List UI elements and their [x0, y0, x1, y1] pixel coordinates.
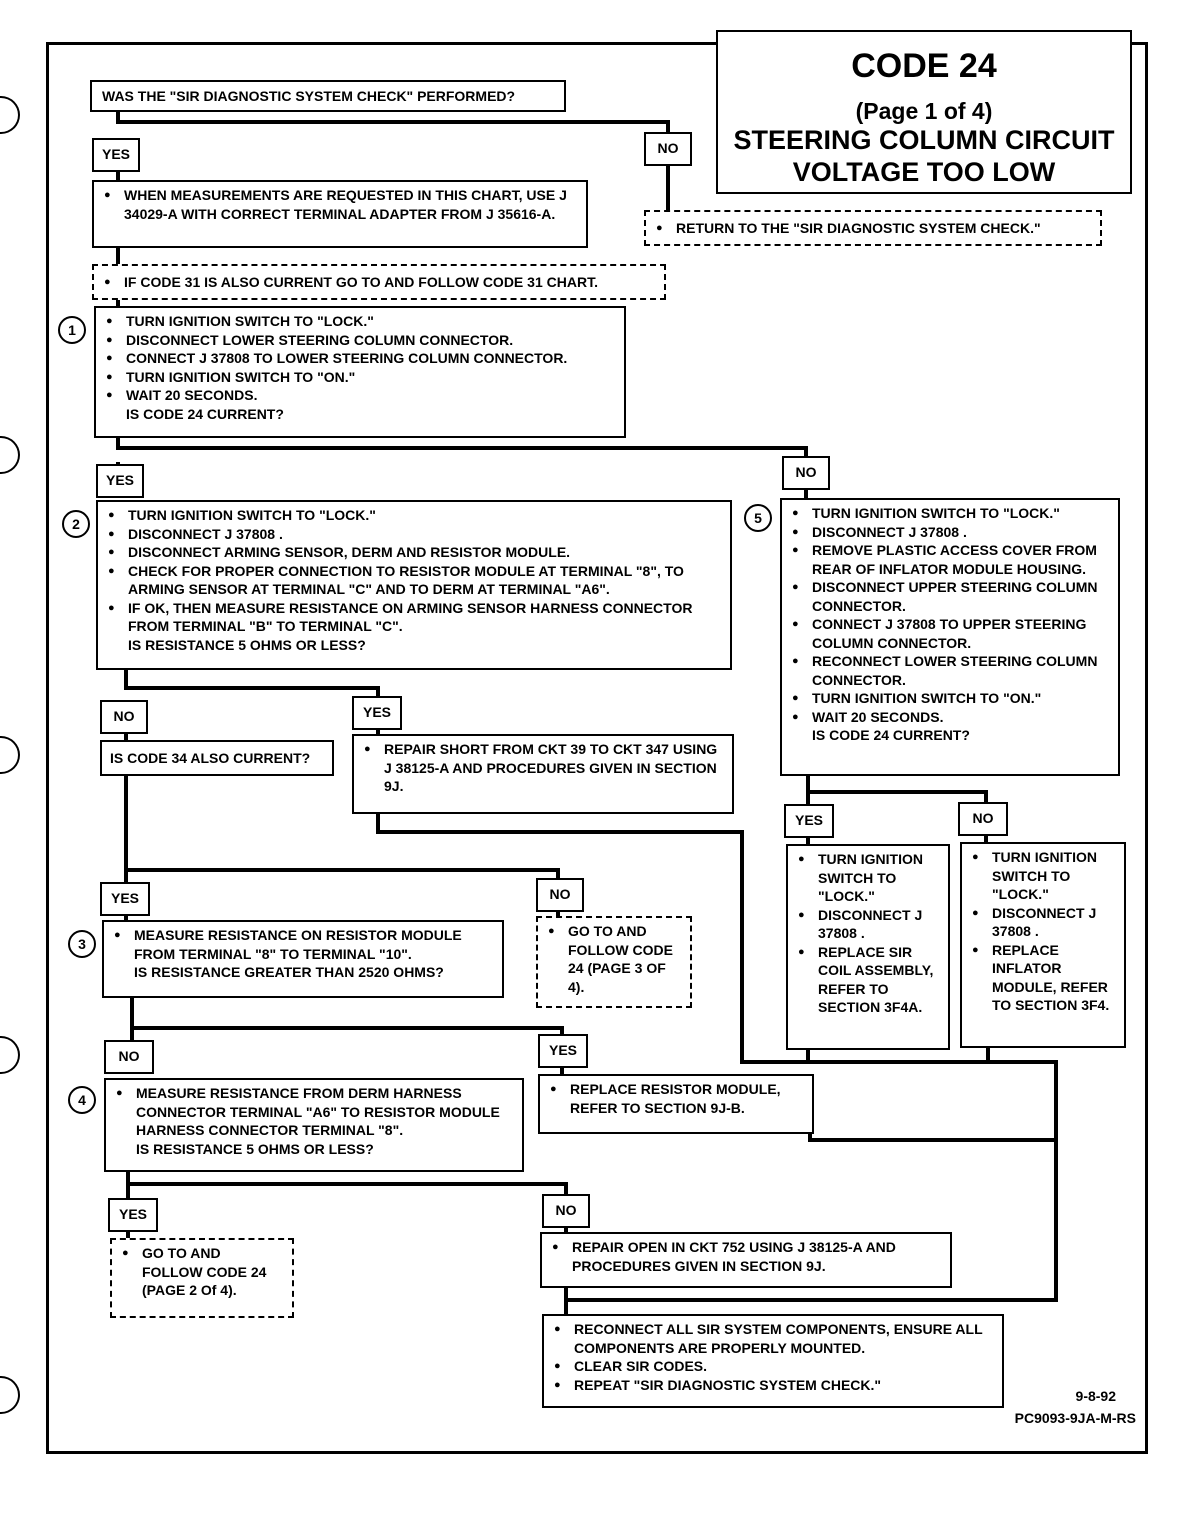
step5-item: ● WAIT 20 SECONDS.: [790, 708, 1110, 727]
line-performed-split: [118, 110, 668, 134]
step1-item: ● TURN IGNITION SWITCH TO "LOCK.": [104, 312, 616, 331]
step1-question: IS CODE 24 CURRENT?: [126, 405, 284, 422]
yes-tag-6: YES: [108, 1198, 158, 1232]
measurement-note-box: [92, 180, 588, 248]
yes-tag-7: YES: [784, 804, 834, 838]
goto-page2-text: ● GO TO AND FOLLOW CODE 24 (PAGE 2 Of 4).: [120, 1244, 284, 1300]
step4-item: ● MEASURE RESISTANCE FROM DERM HARNESS CONNECTOR TERMINAL "A6" TO RESISTOR MODULE HARNESS CONNECTOR TERMINAL "8".: [114, 1084, 514, 1140]
step2-item: ● IF OK, THEN MEASURE RESISTANCE ON ARMING SENSOR HARNESS CONNECTOR FROM TERMINAL "B" TO TERMINAL "C".: [106, 599, 722, 636]
no-tag-2: NO: [782, 456, 830, 490]
step3-box: [102, 920, 504, 998]
step4-question: IS RESISTANCE 5 OHMS OR LESS?: [136, 1140, 374, 1157]
step2-question: IS RESISTANCE 5 OHMS OR LESS?: [128, 636, 366, 653]
step4-box: [104, 1078, 524, 1172]
step2-item: ● TURN IGNITION SWITCH TO "LOCK.": [106, 506, 722, 525]
code31-note-box: [92, 264, 666, 300]
step3-question: IS RESISTANCE GREATER THAN 2520 OHMS?: [134, 964, 444, 980]
step1-item: ● TURN IGNITION SWITCH TO "ON.": [104, 368, 616, 387]
yes-tag-5: YES: [538, 1034, 588, 1068]
step2-box: [96, 500, 732, 670]
replace-coil-item: ● REPLACE SIR COIL ASSEMBLY, REFER TO SECTION 3F4A.: [796, 943, 940, 1017]
line-replace-trunk: [810, 1134, 1056, 1140]
return-check-box: [644, 210, 1102, 246]
step5-item: ● TURN IGNITION SWITCH TO "LOCK.": [790, 504, 1110, 523]
no-tag-7: NO: [958, 802, 1008, 836]
step2-item: ● DISCONNECT ARMING SENSOR, DERM AND RESISTOR MODULE.: [106, 543, 722, 562]
no-tag-4: NO: [536, 878, 584, 912]
final-item: ● CLEAR SIR CODES.: [552, 1357, 994, 1376]
yes-tag-2: YES: [96, 464, 144, 498]
no-tag-1: NO: [644, 132, 692, 166]
step-number-2: 2: [62, 510, 90, 538]
no-tag-3: NO: [100, 700, 148, 734]
title-block: [716, 30, 1132, 194]
replace-inflator-item: ● DISCONNECT J 37808 .: [970, 904, 1116, 941]
step5-item: ● DISCONNECT J 37808 .: [790, 523, 1110, 542]
step-number-3: 3: [68, 930, 96, 958]
replace-inflator-item: ● TURN IGNITION SWITCH TO "LOCK.": [970, 848, 1116, 904]
step2-item: ● CHECK FOR PROPER CONNECTION TO RESISTOR MODULE AT TERMINAL "8", TO ARMING SENSOR AT TERMINAL "C" AND TO DERM AT TERMINAL "A6".: [106, 562, 722, 599]
line-step3-split: [132, 998, 562, 1036]
goto-page3-box: [536, 916, 692, 1008]
subtitle-line-1: STEERING COLUMN CIRCUIT: [733, 125, 1115, 155]
final-item: ● REPEAT "SIR DIAGNOSTIC SYSTEM CHECK.": [552, 1376, 994, 1395]
step1-item: ● WAIT 20 SECONDS.: [104, 386, 616, 405]
line-step2-split: [126, 668, 378, 698]
step3-item: ● MEASURE RESISTANCE ON RESISTOR MODULE FROM TERMINAL "8" TO TERMINAL "10".: [112, 926, 494, 963]
subtitle-line-2: VOLTAGE TOO LOW: [792, 157, 1056, 187]
step5-box: [780, 498, 1120, 776]
measurement-note: ● WHEN MEASUREMENTS ARE REQUESTED IN THIS CHART, USE J 34029-A WITH CORRECT TERMINAL ADAPTER FROM J 35616-A.: [102, 186, 578, 223]
repair-open-box: [540, 1232, 952, 1288]
replace-resistor-text: ● REPLACE RESISTOR MODULE, REFER TO SECTION 9J-B.: [548, 1080, 804, 1117]
replace-coil-item: ● TURN IGNITION SWITCH TO "LOCK.": [796, 850, 940, 906]
footer-ref: PC9093-9JA-M-RS: [1014, 1410, 1136, 1426]
step1-item: ● DISCONNECT LOWER STEERING COLUMN CONNECTOR.: [104, 331, 616, 350]
page-indicator: (Page 1 of 4): [855, 98, 993, 124]
step5-item: ● RECONNECT LOWER STEERING COLUMN CONNECTOR.: [790, 652, 1110, 689]
replace-resistor-box: [538, 1074, 814, 1134]
replace-coil-item: ● DISCONNECT J 37808 .: [796, 906, 940, 943]
step-number-5: 5: [744, 504, 772, 532]
question-performed-text: WAS THE "SIR DIAGNOSTIC SYSTEM CHECK" PERFORMED?: [102, 88, 516, 104]
step-number-4: 4: [68, 1086, 96, 1114]
repair-short-box: [352, 734, 734, 814]
step5-item: ● DISCONNECT UPPER STEERING COLUMN CONNECTOR.: [790, 578, 1110, 615]
line-step5-split: [808, 776, 986, 802]
final-box: [542, 1314, 1004, 1408]
no-tag-5: NO: [104, 1040, 154, 1074]
goto-page3-text: ● GO TO AND FOLLOW CODE 24 (PAGE 3 OF 4).: [546, 922, 682, 996]
step5-item: ● CONNECT J 37808 TO UPPER STEERING COLUMN CONNECTOR.: [790, 615, 1110, 652]
line-step4-split: [128, 1170, 566, 1194]
question-performed-box: [90, 80, 566, 112]
return-check-text: ● RETURN TO THE "SIR DIAGNOSTIC SYSTEM CHECK.": [654, 216, 1092, 240]
no-tag-6: NO: [542, 1194, 590, 1228]
step1-box: [94, 306, 626, 438]
step-number-1: 1: [58, 316, 86, 344]
step5-item: ● TURN IGNITION SWITCH TO "ON.": [790, 689, 1110, 708]
footer-date: 9-8-92: [1075, 1388, 1116, 1404]
code-title: CODE 24: [851, 47, 997, 85]
code31-note-text: ● IF CODE 31 IS ALSO CURRENT GO TO AND FOLLOW CODE 31 CHART.: [102, 270, 656, 294]
goto-page2-box: [110, 1238, 294, 1318]
repair-open-text: ● REPAIR OPEN IN CKT 752 USING J 38125-A AND PROCEDURES GIVEN IN SECTION 9J.: [550, 1238, 942, 1275]
final-item: ● RECONNECT ALL SIR SYSTEM COMPONENTS, ENSURE ALL COMPONENTS ARE PROPERLY MOUNTED.: [552, 1320, 994, 1357]
step5-question: IS CODE 24 CURRENT?: [812, 727, 970, 743]
line-step1-split: [118, 438, 806, 458]
code34-question-box: [100, 740, 334, 776]
step2-item: ● DISCONNECT J 37808 .: [106, 525, 722, 544]
yes-tag-4: YES: [100, 882, 150, 916]
yes-tag-3: YES: [352, 696, 402, 730]
code34-question-text: IS CODE 34 ALSO CURRENT?: [110, 750, 311, 766]
step1-item: ● CONNECT J 37808 TO LOWER STEERING COLUMN CONNECTOR.: [104, 349, 616, 368]
replace-inflator-item: ● REPLACE INFLATOR MODULE, REFER TO SECTION 3F4.: [970, 941, 1116, 1015]
yes-tag-1: YES: [92, 138, 140, 172]
repair-short-text: ● REPAIR SHORT FROM CKT 39 TO CKT 347 USING J 38125-A AND PROCEDURES GIVEN IN SECTION 9J.: [362, 740, 724, 796]
replace-inflator-box: [960, 842, 1126, 1048]
replace-coil-box: [786, 844, 950, 1050]
step5-item: ● REMOVE PLASTIC ACCESS COVER FROM REAR OF INFLATOR MODULE HOUSING.: [790, 541, 1110, 578]
